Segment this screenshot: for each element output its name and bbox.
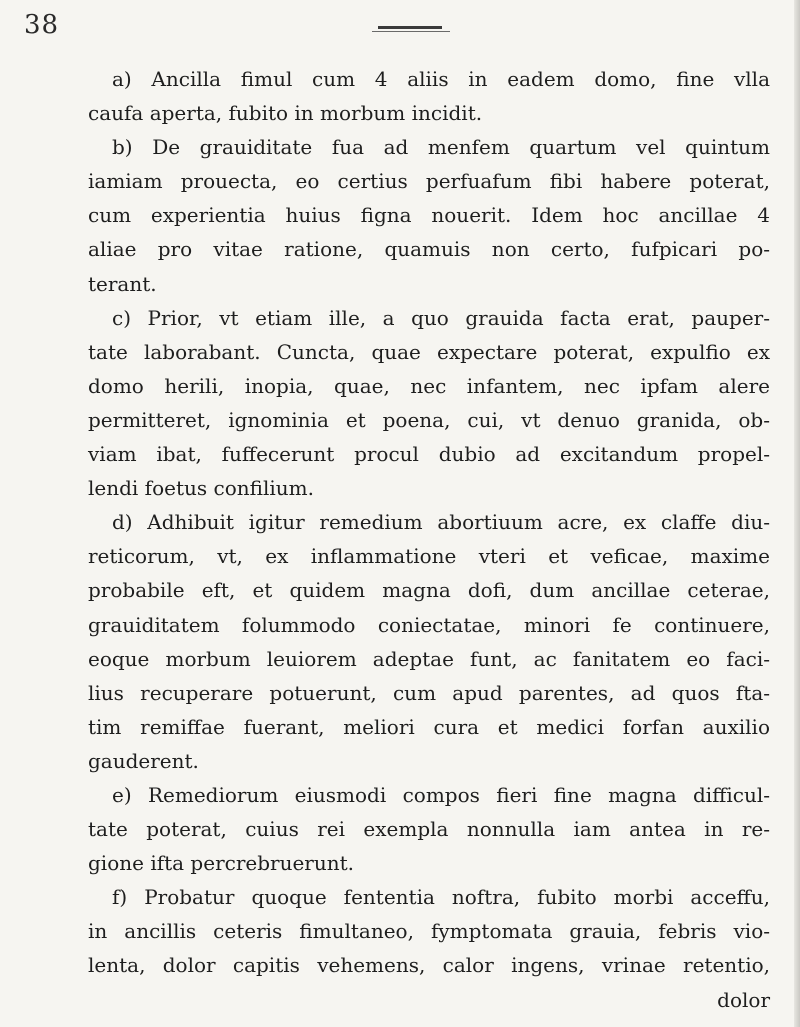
text-line: grauiditatem folummodo coniectatae, minori fe continuere, [88,612,770,637]
text-line: terant. [88,271,157,296]
text-line: a) Ancilla fimul cum 4 aliis in eadem domo, fine vlla [112,67,770,91]
header-ornament-rule-thin [372,31,450,32]
text-line: b) De grauiditate fua ad menfem quartum vel quintum [112,135,770,160]
text-line: eoque morbum leuiorem adeptae funt, ac fanitatem eo faci- [88,646,770,671]
body-text [88,62,770,1017]
text-line: gione ifta percrebruerunt. [88,851,355,876]
text-line: c) Prior, vt etiam ille, a quo grauida facta erat, pauper- [112,305,770,330]
text-line: dolor [717,987,770,1012]
text-line: permitteret, ignominia et poena, cui, vt denuo granida, ob- [88,407,770,432]
text-line: probabile eft, et quidem magna dofi, dum ancillae ceterae, [88,578,770,603]
page-edge [794,0,800,1027]
text-line: iamiam prouecta, eo certius perfuafum fibi habere poterat, [88,169,770,194]
text-line: d) Adhibuit igitur remedium abortiuum acre, ex claffe diu- [112,510,770,535]
text-line: in ancillis ceteris fimultaneo, fymptomata grauia, febris vio- [88,919,770,944]
page-number: 38 [24,10,60,40]
text-line: reticorum, vt, ex inflammatione vteri et veficae, maxime [88,544,770,569]
text-line: lenta, dolor capitis vehemens, calor ingens, vrinae retentio, [88,953,770,978]
header-ornament-rule [378,26,442,29]
text-line: tate laborabant. Cuncta, quae expectare poterat, expulfio ex [88,339,770,364]
text-line: lendi foetus confilium. [88,476,314,501]
text-line: domo herili, inopia, quae, nec infantem, nec ipfam alere [88,373,770,398]
text-line: aliae pro vitae ratione, quamuis non certo, fufpicari po- [88,237,770,262]
text-line: viam ibat, fuffecerunt procul dubio ad excitandum propel- [88,442,770,467]
text-line: caufa aperta, fubito in morbum incidit. [88,101,483,126]
text-line: cum experientia huius figna nouerit. Idem hoc ancillae 4 [88,203,770,228]
text-line: lius recuperare potuerunt, cum apud parentes, ad quos fta- [88,680,770,705]
text-line: f) Probatur quoque fententia noftra, fubito morbi acceffu, [112,885,770,910]
text-line: tim remiffae fuerant, meliori cura et medici forfan auxilio [88,714,770,739]
text-line: e) Remediorum eiusmodi compos fieri fine magna difficul- [112,782,770,807]
text-line: tate poterat, cuius rei exempla nonnulla iam antea in re- [88,817,770,842]
text-line: gauderent. [88,748,199,773]
